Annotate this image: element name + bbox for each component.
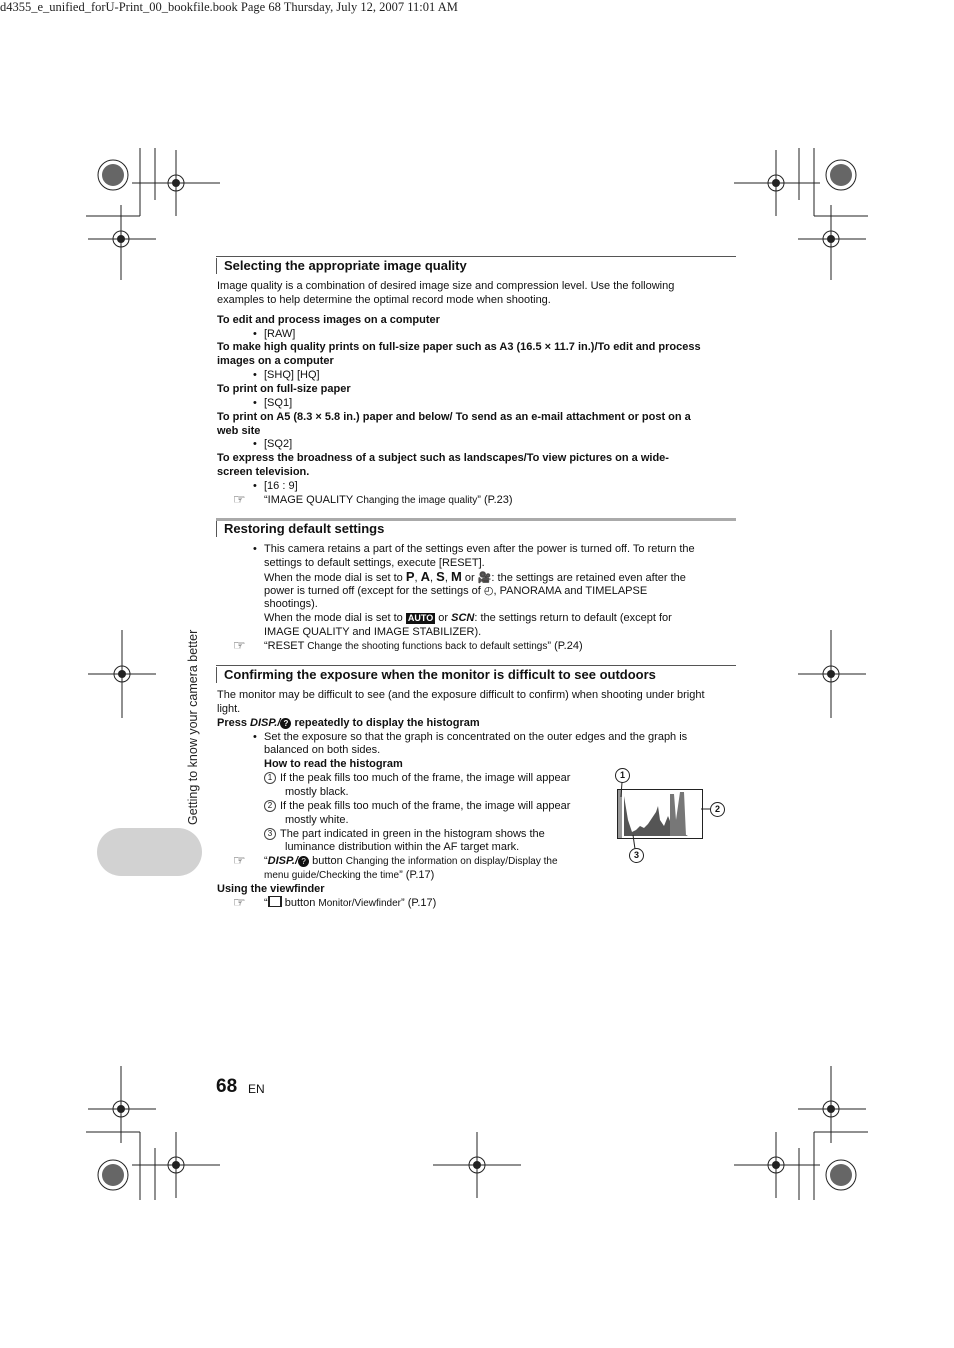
- section-rule: [216, 665, 736, 666]
- list-item: • [SQ2]: [264, 437, 292, 451]
- subheading: How to read the histogram: [264, 758, 403, 770]
- movie-mode-icon: 🎥: [477, 572, 492, 584]
- page-language: EN: [248, 1082, 265, 1096]
- section-rule: [216, 256, 736, 257]
- reference-link[interactable]: “IMAGE QUALITY Changing the image quality” (P.23): [264, 494, 513, 506]
- callout-2: 2: [710, 802, 725, 817]
- list-item: • Set the exposure so that the graph is concentrated on the outer edges and the graph is: [264, 730, 687, 744]
- body-text: examples to help determine the optimal record mode when shooting.: [217, 294, 551, 306]
- body-text: Image quality is a combination of desired image size and compression level. Use the following: [217, 280, 675, 292]
- numbered-item: 2 If the peak fills too much of the frame, the image will appear: [264, 799, 570, 813]
- case-heading: To express the broadness of a subject such as landscapes/To view pictures on a wide-: [217, 452, 669, 464]
- page-number: 68: [216, 1076, 238, 1097]
- case-heading: To print on full-size paper: [217, 383, 351, 395]
- body-text: balanced on both sides.: [264, 744, 381, 756]
- chapter-side-label: Getting to know your camera better: [186, 629, 200, 825]
- monitor-button-icon: [268, 896, 282, 907]
- numbered-item: 3 The part indicated in green in the histogram shows the: [264, 827, 545, 841]
- section-title-confirming-exposure: Confirming the exposure when the monitor is difficult to see outdoors: [216, 667, 744, 683]
- body-text: When the mode dial is set to P, A, S, M or 🎥: the settings are retained even after the: [264, 569, 686, 584]
- case-heading: images on a computer: [217, 355, 334, 367]
- body-text: luminance distribution within the AF target mark.: [285, 841, 520, 853]
- reference-link[interactable]: “RESET Change the shooting functions back to default settings” (P.24): [264, 640, 583, 652]
- file-header: d4355_e_unified_forU-Print_00_bookfile.book Page 68 Thursday, July 12, 2007 11:01 AM: [0, 0, 458, 14]
- body-text: settings to default settings, execute [RESET].: [264, 557, 485, 569]
- case-heading: To print on A5 (8.3 × 5.8 in.) paper and below/ To send as an e-mail attachment or post on a: [217, 411, 691, 423]
- callout-3: 3: [629, 848, 644, 863]
- help-icon: ?: [298, 856, 309, 867]
- instruction-heading: Press DISP./ ? repeatedly to display the histogram: [217, 717, 480, 729]
- body-text: shootings).: [264, 598, 318, 610]
- chapter-tab: [97, 828, 202, 876]
- case-heading: To make high quality prints on full-size paper such as A3 (16.5 × 11.7 in.)/To edit and process: [217, 341, 701, 353]
- subheading: Using the viewfinder: [217, 883, 325, 895]
- list-item: • [SHQ] [HQ]: [264, 368, 320, 382]
- reference-icon: ☞: [233, 637, 246, 653]
- body-text: mostly black.: [285, 786, 349, 798]
- case-heading: To edit and process images on a computer: [217, 314, 440, 326]
- help-icon: ?: [280, 718, 291, 729]
- case-heading: web site: [217, 425, 261, 437]
- reference-icon: ☞: [233, 491, 246, 507]
- body-text: light.: [217, 703, 241, 715]
- body-text: IMAGE QUALITY and IMAGE STABILIZER).: [264, 626, 482, 638]
- list-item: • [16 : 9]: [264, 479, 298, 493]
- body-text: When the mode dial is set to AUTO or SCN: the settings return to default (except for: [264, 612, 672, 624]
- callout-1: 1: [615, 768, 630, 783]
- list-item: • [RAW]: [264, 327, 295, 341]
- auto-mode-icon: AUTO: [407, 613, 434, 623]
- scn-mode-icon: SCN: [451, 612, 475, 624]
- section-title-image-quality: Selecting the appropriate image quality: [216, 258, 744, 274]
- list-item: • This camera retains a part of the settings even after the power is turned off. To return the: [264, 542, 695, 556]
- body-text: mostly white.: [285, 814, 349, 826]
- body-text: power is turned off (except for the settings of ◴, PANORAMA and TIMELAPSE: [264, 585, 648, 597]
- reference-icon: ☞: [233, 894, 246, 910]
- reference-link[interactable]: “DISP./ ? button Changing the information on display/Display the: [264, 855, 558, 867]
- body-text: The monitor may be difficult to see (and the exposure difficult to confirm) when shooting under bright: [217, 689, 705, 701]
- reference-link[interactable]: “ button Monitor/Viewfinder” (P.17): [264, 897, 437, 909]
- reference-link-cont: menu guide/Checking the time” (P.17): [264, 869, 435, 881]
- case-heading: screen television.: [217, 466, 310, 478]
- disp-button-icon: DISP./: [250, 717, 281, 729]
- list-item: • [SQ1]: [264, 396, 292, 410]
- reference-icon: ☞: [233, 852, 246, 868]
- numbered-item: 1 If the peak fills too much of the frame, the image will appear: [264, 771, 570, 785]
- section-title-restoring-defaults: Restoring default settings: [216, 521, 744, 537]
